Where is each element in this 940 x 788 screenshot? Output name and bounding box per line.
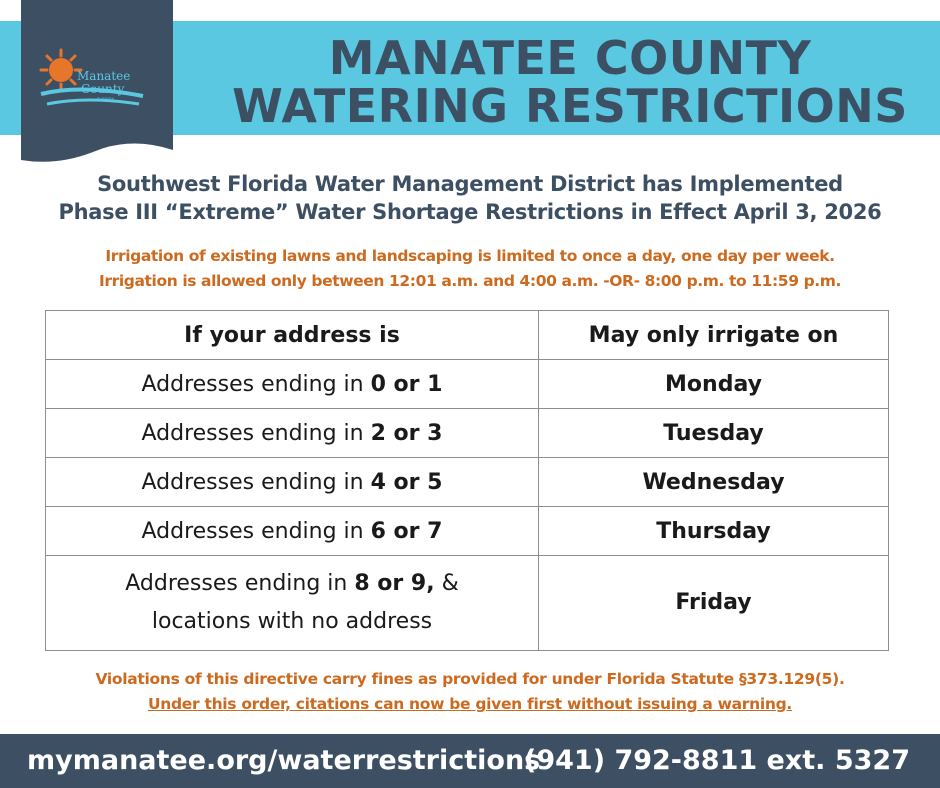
table-header-row bbox=[46, 311, 889, 360]
address-prefix: Addresses ending in bbox=[141, 371, 371, 397]
address-cell bbox=[46, 458, 539, 507]
address-cell bbox=[46, 507, 539, 556]
subtitle bbox=[0, 170, 940, 226]
day-cell: Friday bbox=[539, 556, 889, 651]
address-digits: 6 or 7 bbox=[370, 518, 443, 544]
phone-number: (941) 792-8811 ext. 5327 bbox=[524, 745, 910, 776]
table-row bbox=[46, 507, 889, 556]
irrigation-notice bbox=[0, 244, 940, 294]
page-title bbox=[200, 31, 940, 133]
notice-line-1: Irrigation of existing lawns and landscaping is limited to once a day, one day per week. bbox=[105, 247, 835, 265]
table-row bbox=[46, 556, 889, 651]
table-row bbox=[46, 360, 889, 409]
subtitle-line-1: Southwest Florida Water Management District has Implemented bbox=[97, 172, 843, 196]
day-cell: Wednesday bbox=[539, 458, 889, 507]
address-suffix: & bbox=[434, 571, 459, 596]
title-line-2: WATERING RESTRICTIONS bbox=[232, 79, 908, 133]
website-link[interactable]: mymanatee.org/waterrestrictions bbox=[27, 745, 541, 776]
address-digits: 4 or 5 bbox=[370, 469, 443, 495]
violation-line-2: Under this order, citations can now be given first without issuing a warning. bbox=[147, 695, 792, 713]
sun-icon bbox=[41, 50, 81, 90]
address-cell bbox=[46, 409, 539, 458]
table-row bbox=[46, 409, 889, 458]
address-cell bbox=[46, 556, 539, 651]
day-cell: Thursday bbox=[539, 507, 889, 556]
table-row bbox=[46, 458, 889, 507]
header-irrigate-day: May only irrigate on bbox=[539, 311, 889, 360]
violation-notice bbox=[0, 667, 940, 717]
address-digits: 0 or 1 bbox=[370, 371, 443, 397]
address-line-2: locations with no address bbox=[151, 609, 433, 634]
day-cell: Tuesday bbox=[539, 409, 889, 458]
logo-text-manatee: Manatee bbox=[77, 69, 131, 83]
subtitle-line-2: Phase III “Extreme” Water Shortage Restrictions in Effect April 3, 2026 bbox=[58, 200, 882, 224]
header-address: If your address is bbox=[46, 311, 539, 360]
logo-text-florida: FLORIDA bbox=[97, 97, 115, 102]
day-cell: Monday bbox=[539, 360, 889, 409]
address-cell bbox=[46, 360, 539, 409]
address-prefix: Addresses ending in bbox=[141, 469, 371, 495]
schedule-table bbox=[45, 310, 889, 651]
address-digits: 2 or 3 bbox=[370, 420, 443, 446]
address-prefix: Addresses ending in bbox=[141, 420, 371, 446]
logo-text-county: County bbox=[81, 82, 125, 96]
title-line-1: MANATEE COUNTY bbox=[328, 31, 812, 85]
address-prefix: Addresses ending in bbox=[125, 571, 355, 596]
county-logo bbox=[21, 0, 173, 166]
address-digits: 8 or 9, bbox=[354, 571, 435, 596]
notice-line-2: Irrigation is allowed only between 12:01 a.m. and 4:00 a.m. -OR- 8:00 p.m. to 11:59 p.m. bbox=[99, 272, 841, 290]
violation-line-1: Violations of this directive carry fines as provided for under Florida Statute §373.129(5). bbox=[95, 670, 845, 688]
address-prefix: Addresses ending in bbox=[141, 518, 371, 544]
footer-bar bbox=[0, 734, 940, 788]
